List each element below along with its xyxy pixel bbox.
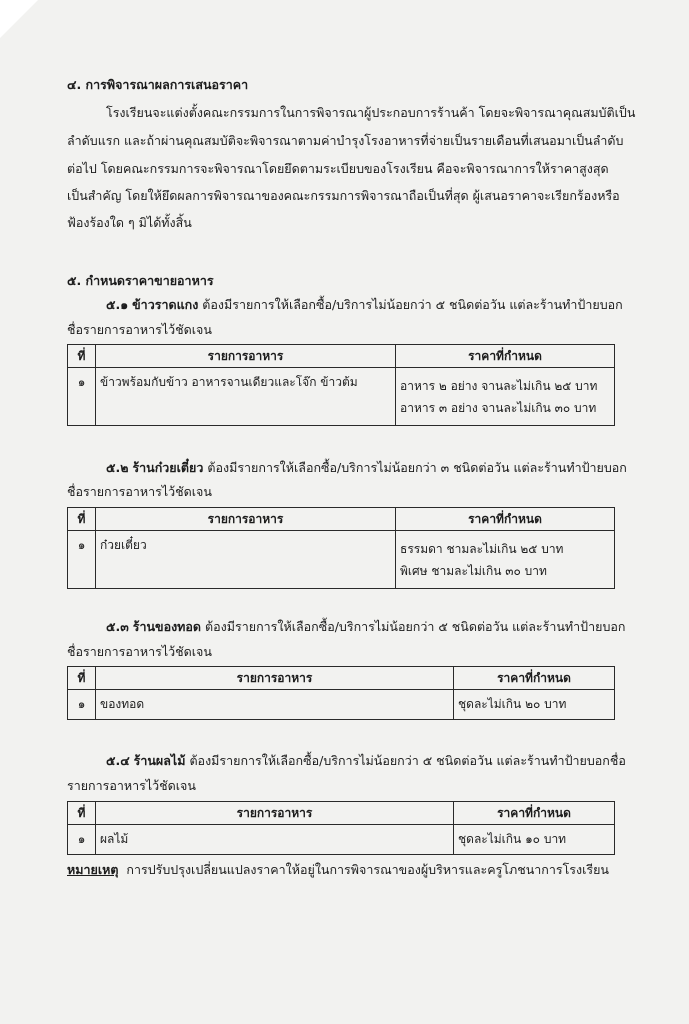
row-item: ก๋วยเตี๋ยว xyxy=(96,531,396,589)
row-no: ๑ xyxy=(68,825,96,855)
subsection-title: ข้าวราดแกง xyxy=(132,297,199,312)
note-label: หมายเหตุ xyxy=(67,862,119,877)
price-table-5-1 xyxy=(67,344,615,426)
table-row xyxy=(68,531,615,589)
price-table-5-2 xyxy=(67,507,615,589)
row-price: อาหาร ๒ อย่าง จานละไม่เกิน ๒๕ บาท อาหาร ๓ อย่าง จานละไม่เกิน ๓๐ บาท xyxy=(396,368,615,426)
section-4-para-line: ลำดับแรก และถ้าผ่านคุณสมบัติจะพิจารณาตามค่าบำรุงโรงอาหารที่จ่ายเป็นรายเดือนที่เสนอมาเป็นลำดับ xyxy=(67,133,624,148)
price-table-5-4 xyxy=(67,801,615,855)
col-header-no: ที่ xyxy=(68,667,96,690)
subsection-5-4-line: ๕.๔ ร้านผลไม้ ต้องมีรายการให้เลือกซื้อ/บริการไม่น้อยกว่า ๕ ชนิดต่อวัน แต่ละร้านทำป้ายบอกชื่อ xyxy=(106,753,626,768)
subsection-desc-cont: ชื่อรายการอาหารไว้ชัดเจน xyxy=(67,644,212,659)
row-no: ๑ xyxy=(68,531,96,589)
subsection-5-3-line: ๕.๓ ร้านของทอด ต้องมีรายการให้เลือกซื้อ/บริการไม่น้อยกว่า ๕ ชนิดต่อวัน แต่ละร้านทำป้ายบอก xyxy=(106,619,626,634)
col-header-item: รายการอาหาร xyxy=(96,508,396,531)
col-header-item: รายการอาหาร xyxy=(96,667,454,690)
subsection-title: ร้านของทอด xyxy=(132,619,202,634)
subsection-desc-cont: รายการอาหารไว้ชัดเจน xyxy=(67,778,196,793)
note-text: การปรับปรุงเปลี่ยนแปลงราคาให้อยู่ในการพิจารณาของผู้บริหารและครูโภชนาการโรงเรียน xyxy=(126,862,609,877)
subsection-5-1-line: ๕.๑ ข้าวราดแกง ต้องมีรายการให้เลือกซื้อ/บริการไม่น้อยกว่า ๕ ชนิดต่อวัน แต่ละร้านทำป้ายบอก xyxy=(106,297,623,312)
row-item: ผลไม้ xyxy=(96,825,454,855)
col-header-no: ที่ xyxy=(68,508,96,531)
page-corner-fold xyxy=(0,0,38,38)
col-header-no: ที่ xyxy=(68,802,96,825)
col-header-no: ที่ xyxy=(68,345,96,368)
col-header-item: รายการอาหาร xyxy=(96,345,396,368)
section-4-para-line: โรงเรียนจะแต่งตั้งคณะกรรมการในการพิจารณาผู้ประกอบการร้านค้า โดยจะพิจารณาคุณสมบัติเป็น xyxy=(106,105,636,120)
row-price: ธรรมดา ชามละไม่เกิน ๒๕ บาท พิเศษ ชามละไม่เกิน ๓๐ บาท xyxy=(396,531,615,589)
row-item: ของทอด xyxy=(96,690,454,720)
section-4-heading: ๔. การพิจารณาผลการเสนอราคา xyxy=(67,77,249,92)
col-header-price: ราคาที่กำหนด xyxy=(454,802,615,825)
price-table-5-3 xyxy=(67,666,615,720)
col-header-price: ราคาที่กำหนด xyxy=(396,508,615,531)
subsection-title: ร้านก๋วยเตี๋ยว xyxy=(132,460,204,475)
section-4-para-line: เป็นสำคัญ โดยให้ยึดผลการพิจารณาของคณะกรรมการพิจารณาถือเป็นที่สุด ผู้เสนอราคาจะเรียกร้องหรือ xyxy=(67,188,620,203)
row-price: ชุดละไม่เกิน ๒๐ บาท xyxy=(454,690,615,720)
col-header-item: รายการอาหาร xyxy=(96,802,454,825)
subsection-5-2-line: ๕.๒ ร้านก๋วยเตี๋ยว ต้องมีรายการให้เลือกซื้อ/บริการไม่น้อยกว่า ๓ ชนิดต่อวัน แต่ละร้านทำป้ายบอก xyxy=(106,460,627,475)
note-line xyxy=(67,862,609,878)
section-4-para-line: ฟ้องร้องใด ๆ มิได้ทั้งสิ้น xyxy=(67,215,192,230)
table-row xyxy=(68,690,615,720)
table-row xyxy=(68,825,615,855)
row-price: ชุดละไม่เกิน ๑๐ บาท xyxy=(454,825,615,855)
section-5-heading: ๕. กำหนดราคาขายอาหาร xyxy=(67,273,214,288)
col-header-price: ราคาที่กำหนด xyxy=(396,345,615,368)
row-no: ๑ xyxy=(68,368,96,426)
row-item: ข้าวพร้อมกับข้าว อาหารจานเดียวและโจ๊ก ข้าวต้ม xyxy=(96,368,396,426)
subsection-desc-cont: ชื่อรายการอาหารไว้ชัดเจน xyxy=(67,322,212,337)
subsection-desc-cont: ชื่อรายการอาหารไว้ชัดเจน xyxy=(67,484,212,499)
col-header-price: ราคาที่กำหนด xyxy=(454,667,615,690)
section-4-para-line: ต่อไป โดยคณะกรรมการจะพิจารณาโดยยึดตามระเบียบของโรงเรียน คือจะพิจารณาการให้ราคาสูงสุด xyxy=(67,161,609,176)
row-no: ๑ xyxy=(68,690,96,720)
table-row xyxy=(68,368,615,426)
subsection-title: ร้านผลไม้ xyxy=(133,753,186,768)
